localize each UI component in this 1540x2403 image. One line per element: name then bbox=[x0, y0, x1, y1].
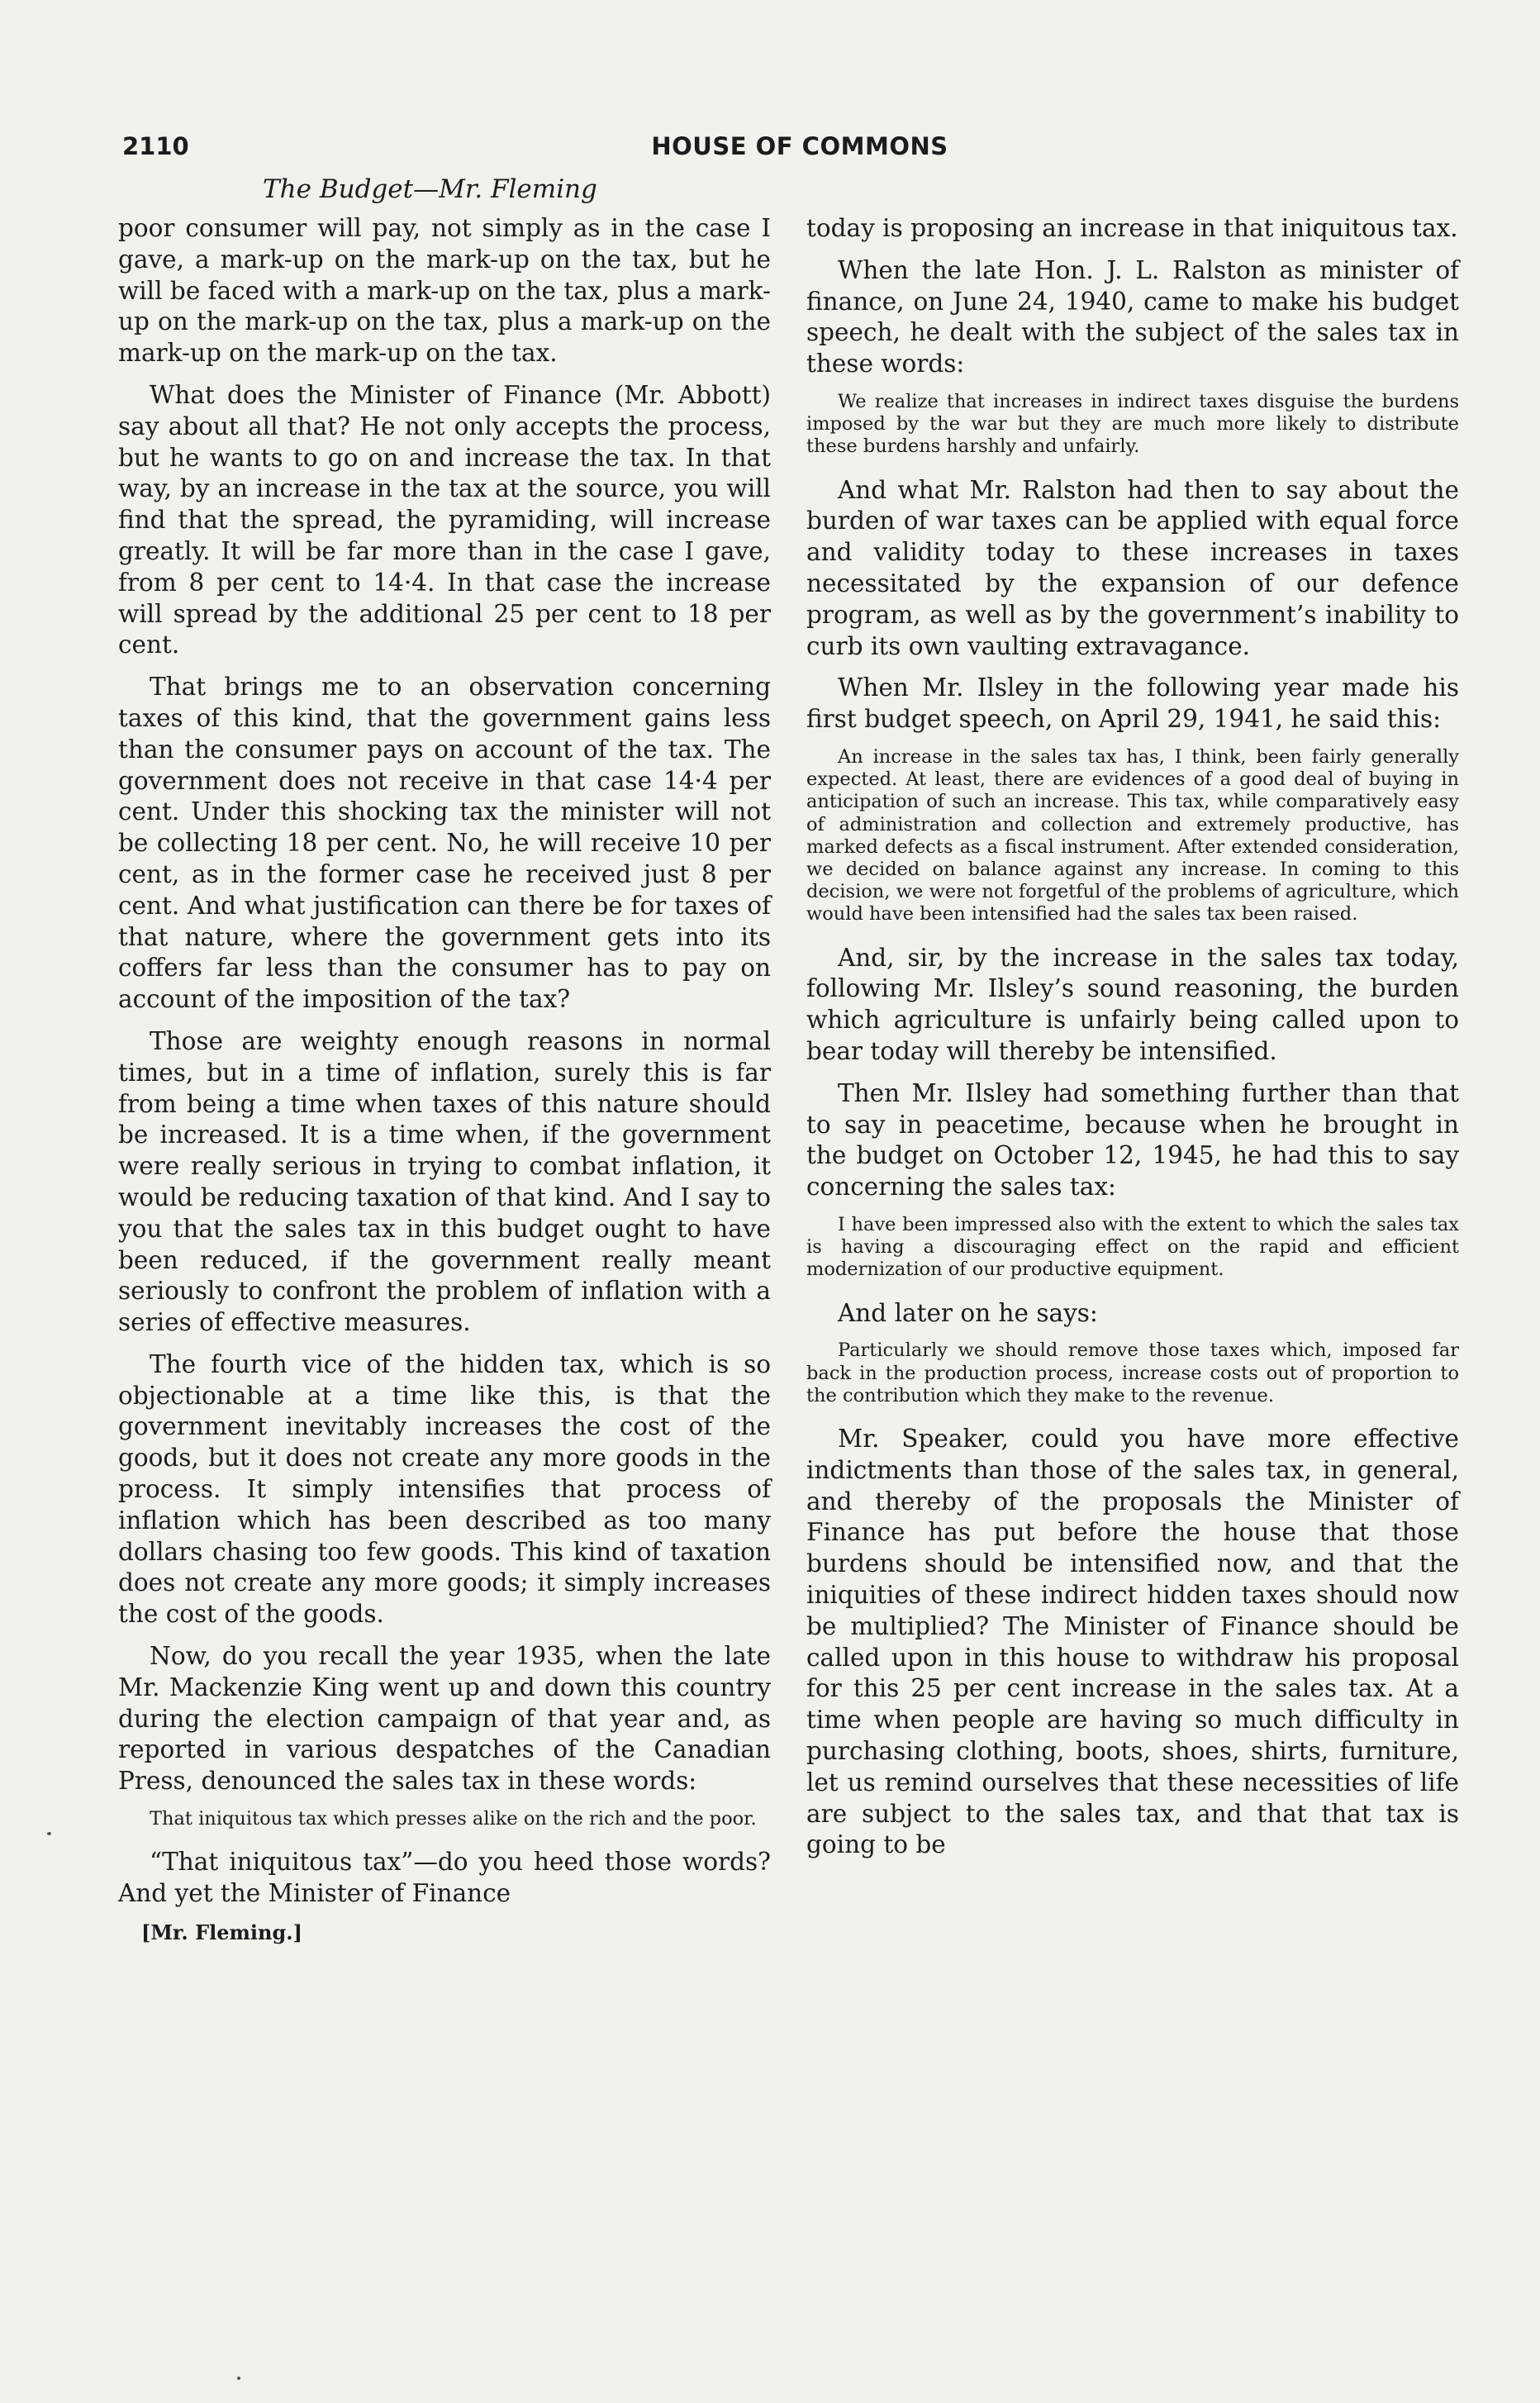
paragraph: And, sir, by the increase in the sales tax today, following Mr. Ilsley’s sound reasoning, the burden which agriculture is unfairly being called upon to bear today will thereby be intensified. bbox=[806, 943, 1459, 1065]
right-column bbox=[806, 213, 1459, 1872]
paragraph: And what Mr. Ralston had then to say about the burden of war taxes can be applied with equal force and validity today to these increases in taxes necessitated by the expansion of our defence program, as well as by the government’s inability to curb its own vaulting extravagance. bbox=[806, 475, 1459, 660]
paragraph: “That iniquitous tax”—do you heed those words? And yet the Minister of Finance bbox=[118, 1848, 771, 1908]
paragraph: When Mr. Ilsley in the following year made his first budget speech, on April 29, 1941, he said this: bbox=[806, 673, 1459, 734]
paragraph: And later on he says: bbox=[838, 1298, 1098, 1327]
paragraph: Now, do you recall the year 1935, when the late Mr. Mackenzie King went up and down this country during the election campaign of that year and, as reported in various despatches of the Canadian Press, denounced the sales tax in these words: bbox=[118, 1642, 771, 1796]
block-quote: Particularly we should remove those taxes which, imposed far back in the production process, increase costs out of proportion to the contribution which they make to the revenue. bbox=[806, 1339, 1459, 1406]
page-number: 2110 bbox=[122, 132, 189, 160]
paragraph: Then Mr. Ilsley had something further than that to say in peacetime, because when he brought in the budget on October 12, 1945, he had this to say concerning the sales tax: bbox=[806, 1078, 1459, 1202]
print-speck bbox=[237, 2377, 240, 2380]
block-quote: We realize that increases in indirect taxes disguise the burdens imposed by the war but they are much more likely to distribute these burdens harshly and unfairly. bbox=[806, 390, 1459, 458]
block-quote: An increase in the sales tax has, I think, been fairly generally expected. At least, there are evidences of a good deal of buying in anticipation of such an increase. This tax, while comparatively easy of administration and collection and extremely productive, has marked defects as a fiscal instrument. After extended consideration, we decided on balance against any increase. In coming to this decision, we were not forgetful of the problems of agriculture, which would have been intensified had the sales tax been raised. bbox=[806, 745, 1459, 926]
paragraph: Those are weighty enough reasons in normal times, but in a time of inflation, surely this is far from being a time when taxes of this nature should be increased. It is a time when, if the government were really serious in trying to combat inflation, it would be reducing taxation of that kind. And I say to you that the sales tax in this budget ought to have been reduced, if the government really meant seriously to confront the problem of inflation with a series of effective measures. bbox=[118, 1026, 771, 1337]
running-title: The Budget—Mr. Fleming bbox=[263, 174, 597, 204]
publication-title: HOUSE OF COMMONS bbox=[651, 132, 948, 160]
paragraph: Mr. Speaker, could you have more effective indictments than those of the sales tax, in general, and thereby of the proposals the Minister of Finance has put before the house that those burdens should be intensified now, and that the iniquities of these indirect hidden taxes should now be multiplied? The Minister of Finance should be called upon in this house to withdraw his proposal for this 25 per cent increase in the sales tax. At a time when people are having so much difficulty in purchasing clothing, boots, shoes, shirts, furniture, let us remind ourselves that these necessities of life are subject to the sales tax, and that that tax is going to be bbox=[806, 1424, 1459, 1859]
left-column bbox=[118, 213, 771, 1944]
paragraph: That brings me to an observation concerning taxes of this kind, that the government gains less than the consumer pays on account of the tax. The government does not receive in that case 14·4 per cent. Under this shocking tax the minister will not be collecting 18 per cent. No, he will receive 10 per cent, as in the former case he received just 8 per cent. And what justification can there be for taxes of that nature, where the government gets into its coffers far less than the consumer has to pay on account of the imposition of the tax? bbox=[118, 673, 771, 1014]
paragraph: When the late Hon. J. L. Ralston as minister of finance, on June 24, 1940, came to make his budget speech, he dealt with the subject of the sales tax in these words: bbox=[806, 255, 1459, 378]
paragraph: today is proposing an increase in that iniquitous tax. bbox=[806, 214, 1458, 242]
block-quote: I have been impressed also with the extent to which the sales tax is having a discouraging effect on the rapid and efficient modernization of our productive equipment. bbox=[806, 1213, 1459, 1281]
paragraph: What does the Minister of Finance (Mr. Abbott) say about all that? He not only accepts the process, but he wants to go on and increase the tax. In that way, by an increase in the tax at the source, you will find that the spread, the pyramiding, will increase greatly. It will be far more than in the case I gave, from 8 per cent to 14·4. In that case the increase will spread by the additional 25 per cent to 18 per cent. bbox=[118, 380, 771, 659]
block-quote: That iniquitous tax which presses alike on the rich and the poor. bbox=[150, 1808, 757, 1830]
paragraph: The fourth vice of the hidden tax, which is so objectionable at a time like this, is that the government inevitably increases the cost of the goods, but it does not create any more goods in the process. It simply intensifies that process of inflation which has been described as too many dollars chasing too few goods. This kind of taxation does not create any more goods; it simply increases the cost of the goods. bbox=[118, 1349, 771, 1629]
speaker-attribution: [Mr. Fleming.] bbox=[141, 1920, 302, 1944]
page-header bbox=[122, 132, 1477, 174]
print-speck bbox=[47, 1832, 51, 1835]
paragraph: poor consumer will pay, not simply as in the case I gave, a mark-up on the mark-up on the tax, but he will be faced with a mark-up on the tax, plus a mark-up on the mark-up on the tax, plus a mark-up on the mark-up on the mark-up on the tax. bbox=[118, 214, 771, 368]
